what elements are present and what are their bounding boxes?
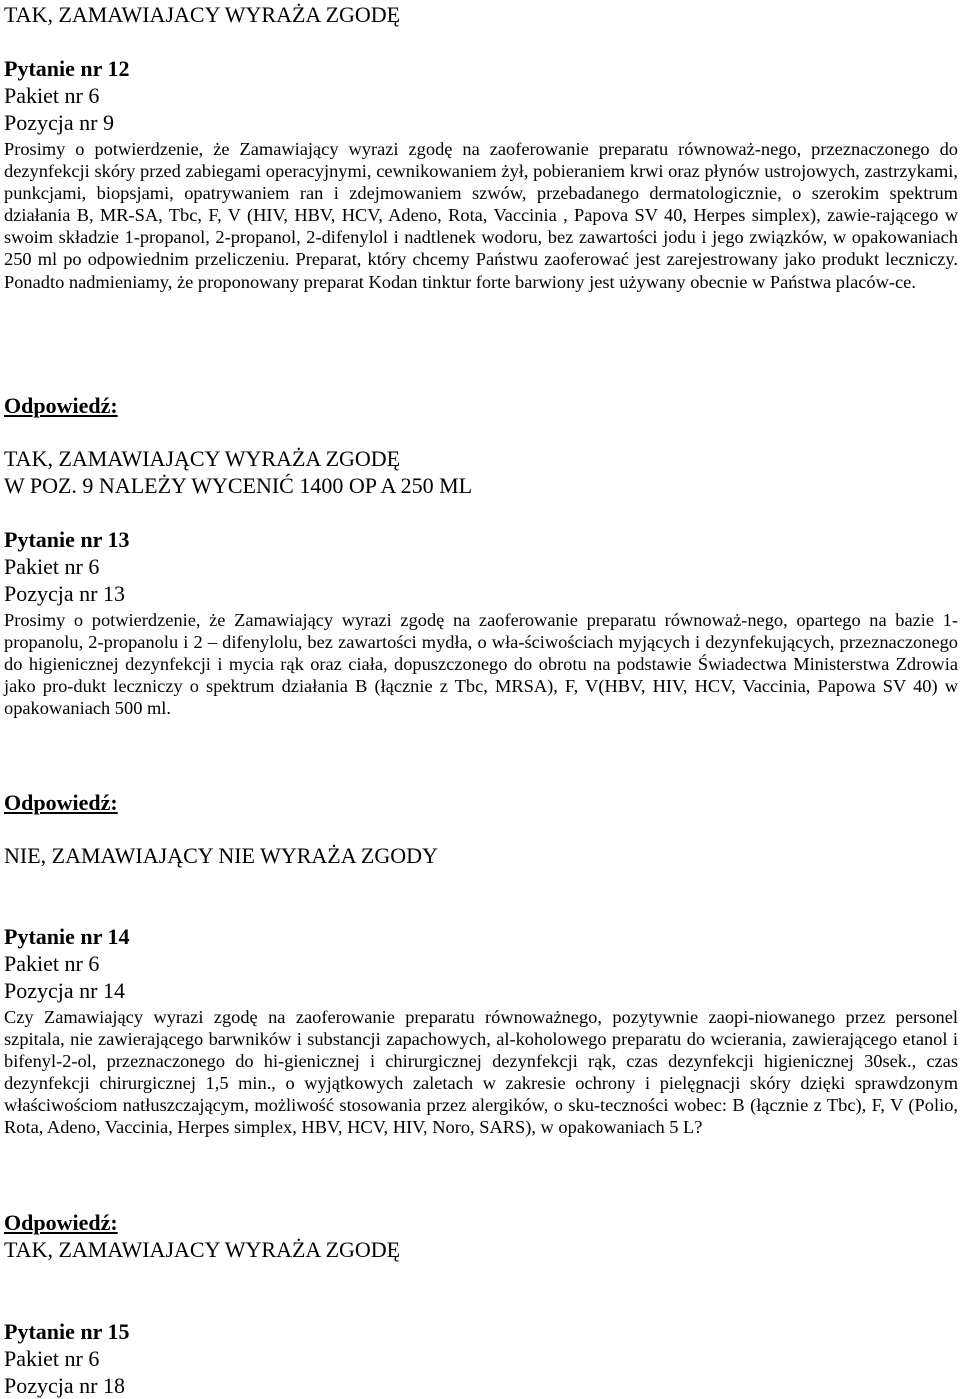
question-15-title: Pytanie nr 15 bbox=[4, 1319, 130, 1344]
question-13-answer-line-1: NIE, ZAMAWIAJĄCY NIE WYRAŻA ZGODY bbox=[4, 843, 438, 868]
question-14-package: Pakiet nr 6 bbox=[4, 951, 100, 976]
question-14-position: Pozycja nr 14 bbox=[4, 978, 125, 1003]
question-12-position: Pozycja nr 9 bbox=[4, 110, 114, 135]
question-14-body: Czy Zamawiający wyrazi zgodę na zaoferowanie preparatu równoważnego, pozytywnie zaopi-niowanego przez personel szpitala, nie zawierającego barwników i substancji zapachowych, al-koholowego preparatu do wcierania, zawierającego etanol i bifenyl-2-ol, przeznaczonego do hi-gienicznej i chirurgicznej dezynfekcji rąk, czas dezynfekcji higienicznej 30sek., czas dezynfekcji chirurgicznej 1,5 min., o wyjątkowych zaletach w zakresie ochrony i pielęgnacji skóry dzięki sprawdzonym właściwościom natłuszczającym, możliwość stosowania przez alergików, o sku-teczności wobec: B (łącznie z Tbc), F, V (Polio, Rota, Adeno, Vaccinia, Herpes simplex, HBV, HCV, HIV, Noro, SARS), w opakowaniach 5 L? bbox=[4, 1007, 958, 1138]
question-12-answer-line-2: W POZ. 9 NALEŻY WYCENIĆ 1400 OP A 250 ML bbox=[4, 473, 473, 498]
question-13-answer-label: Odpowiedź: bbox=[4, 790, 118, 815]
question-12-title: Pytanie nr 12 bbox=[4, 56, 130, 81]
question-14-title: Pytanie nr 14 bbox=[4, 924, 130, 949]
question-14-answer-line-1: TAK, ZAMAWIAJACY WYRAŻA ZGODĘ bbox=[4, 1237, 401, 1262]
question-12-body: Prosimy o potwierdzenie, że Zamawiający wyrazi zgodę na zaoferowanie preparatu równoważ-nego, przeznaczonego do dezynfekcji skóry przed zabiegami operacyjnymi, cewnikowaniem żył, pobieraniem krwi oraz płynów ustrojowych, zastrzykami, punkcjami, biopsjami, opatrywaniem ran i zdejmowaniem szwów, przebadanego dermatologicznie, o szerokim spektrum działania B, MR-SA, Tbc, F, V (HIV, HBV, HCV, Adeno, Rota, Vaccinia , Papova SV 40, Herpes simplex), zawie-rającego w swoim składzie 1-propanol, 2-propanol, 2-difenylol i nadtlenek wodoru, bez zawartości jodu i jego związków, w opakowaniach 250 ml po odpowiednim przeliczeniu. Preparat, który chcemy Państwu zaoferować jest zarejestrowany jako produkt leczniczy. Ponadto nadmieniamy, że proponowany preparat Kodan tinktur forte barwiony jest używany obecnie w Państwa placów-ce. bbox=[4, 139, 958, 292]
question-13-package: Pakiet nr 6 bbox=[4, 554, 100, 579]
previous-answer-text: TAK, ZAMAWIAJACY WYRAŻA ZGODĘ bbox=[4, 2, 401, 27]
question-12-answer-line-1: TAK, ZAMAWIAJĄCY WYRAŻA ZGODĘ bbox=[4, 446, 401, 471]
question-15-position: Pozycja nr 18 bbox=[4, 1373, 125, 1398]
question-14-answer-label: Odpowiedź: bbox=[4, 1210, 118, 1235]
question-13-body: Prosimy o potwierdzenie, że Zamawiający wyrazi zgodę na zaoferowanie preparatu równoważ-nego, opartego na bazie 1- propanolu, 2-propanolu i 2 – difenylolu, bez zawartości mydła, o wła-ściwościach myjących i dezynfekujących, przeznaczonego do higienicznej dezynfekcji i mycia rąk oraz ciała, dopuszczonego do obrotu na podstawie Świadectwa Ministerstwa Zdrowia jako pro-dukt leczniczy o spektrum działania B (łącznie z Tbc, MRSA), F, V(HBV, HIV, HCV, Vaccinia, Papowa SV 40) w opakowaniach 500 ml. bbox=[4, 610, 958, 719]
question-13-title: Pytanie nr 13 bbox=[4, 527, 130, 552]
question-13-position: Pozycja nr 13 bbox=[4, 581, 125, 606]
question-12-answer-label: Odpowiedź: bbox=[4, 393, 118, 418]
question-15-package: Pakiet nr 6 bbox=[4, 1346, 100, 1371]
question-12-package: Pakiet nr 6 bbox=[4, 83, 100, 108]
